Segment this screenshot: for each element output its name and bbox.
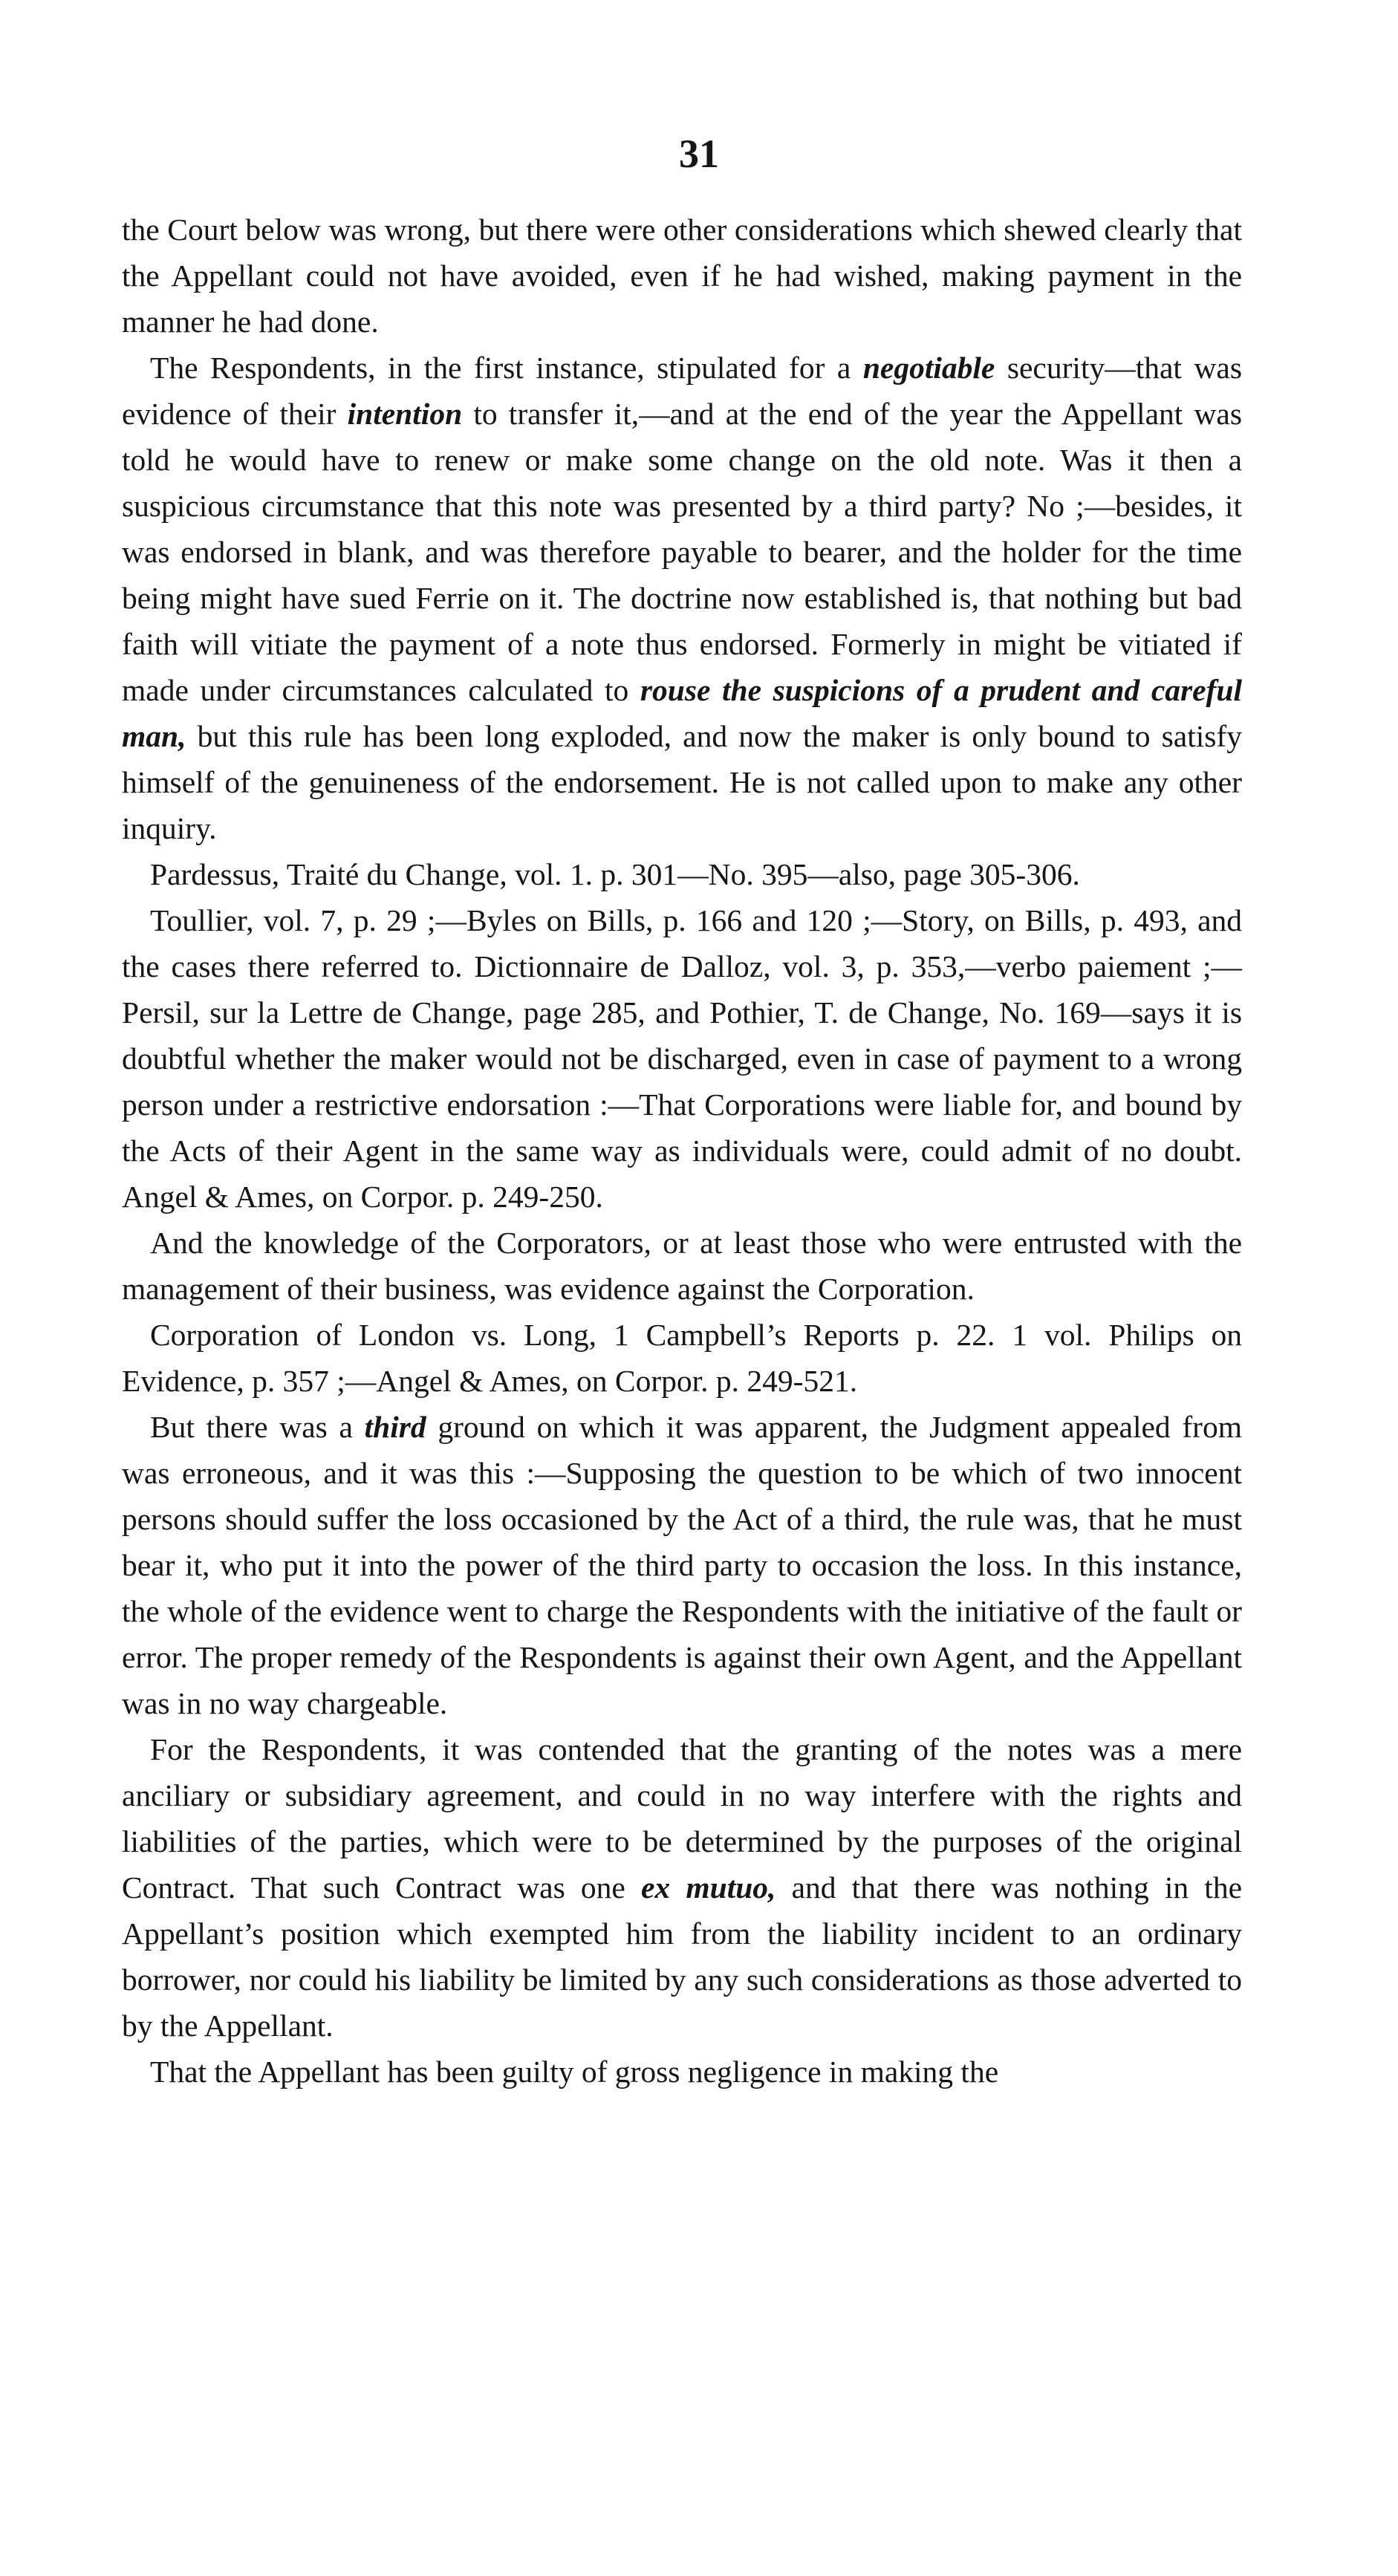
text-run: And the knowledge of the Corporators, or at least those who were entrusted with the management of their business, was evidence against the Corporation. bbox=[122, 1226, 1242, 1306]
italic-text: third bbox=[364, 1410, 426, 1444]
paragraph bbox=[122, 897, 1242, 1220]
text-run: That the Appellant has been guilty of gross negligence in making the bbox=[150, 2055, 999, 2089]
italic-text: ex mutuo, bbox=[641, 1870, 776, 1905]
text-run: Toullier, vol. 7, p. 29 ;—Byles on Bills, p. 166 and 120 ;—Story, on Bills, p. 493, and the cases there referred to. Dictionnaire de Dalloz, vol. 3, p. 353,—verbo paiement ;—Persil, sur la Lettre de Change, page 285, and Pothier, T. de Change, No. 169—says it is doubtful whether the maker would not be discharged, even in case of payment to a wrong person under a restrictive endorsation :—That Corporations were liable for, and bound by the Acts of their Agent in the same way as individuals were, could admit of no doubt. Angel & Ames, on Corpor. p. 249-250. bbox=[122, 903, 1242, 1214]
paragraph bbox=[122, 345, 1242, 851]
page-number: 31 bbox=[679, 131, 719, 176]
text-run: But there was a bbox=[150, 1410, 365, 1444]
text-run: ground on which it was apparent, the Judgment appealed from was erroneous, and it was this :—Supposing the question to be which of two innocent persons should suffer the loss occasioned by the Act of a third, the rule was, that he must bear it, who put it into the power of the third party to occasion the loss. In this instance, the whole of the evidence went to charge the Respondents with the initiative of the fault or error. The proper remedy of the Respondents is against their own Agent, and the Appellant was in no way chargeable. bbox=[122, 1410, 1243, 1720]
text-run: to transfer it,—and at the end of the year the Appellant was told he would have to renew or make some change on the old note. Was it then a suspicious circumstance that this note was presented by a third party? No ;—besides, it was endorsed in blank, and was therefore payable to bearer, and the holder for the time being might have sued Ferrie on it. The doctrine now established is, that nothing but bad faith will vitiate the payment of a note thus endorsed. Formerly in might be vitiated if made under circumstances calculated to bbox=[122, 397, 1243, 707]
text-run: For the Respondents, it was contended that the granting of the notes was a mere anciliary or subsidiary agreement, and could in no way interfere with the rights and liabilities of the parties, which were to be determined by the purposes of the original Contract. That such Contract was one bbox=[122, 1732, 1242, 1905]
text-run: but this rule has been long exploded, and now the maker is only bound to satisfy himself of the genuineness of the endorsement. He is not called upon to make any other inquiry. bbox=[122, 719, 1242, 845]
text-run: and that there was nothing in the Appellant’s position which exempted him from the liability incident to an ordinary borrower, nor could his liability be limited by any such considerations as those adverted to by the Appellant. bbox=[122, 1870, 1243, 2043]
body-text bbox=[122, 206, 1242, 2095]
paragraph bbox=[122, 1220, 1242, 1312]
italic-text: rouse the suspicions of a prudent and careful man, bbox=[122, 673, 1242, 753]
paragraph bbox=[122, 1404, 1242, 1726]
paragraph bbox=[122, 851, 1242, 897]
text-run: Pardessus, Traité du Change, vol. 1. p. 301—No. 395—also, page 305-306. bbox=[150, 857, 1080, 891]
text-run: Corporation of London vs. Long, 1 Campbell’s Reports p. 22. 1 vol. Philips on Evidence, p. 357 ;—Angel & Ames, on Corpor. p. 249-521. bbox=[122, 1318, 1242, 1398]
text-run: The Respondents, in the first instance, stipulated for a bbox=[150, 351, 863, 385]
paragraph bbox=[122, 206, 1242, 345]
text-run: the Court below was wrong, but there were other considerations which shewed clearly that the Appellant could not have avoided, even if he had wished, making payment in the manner he had done. bbox=[122, 212, 1242, 339]
text-run: security—that was evidence of their bbox=[122, 351, 1242, 431]
paragraph bbox=[122, 1312, 1242, 1404]
paragraph bbox=[122, 2049, 1242, 2095]
paragraph bbox=[122, 1726, 1242, 2049]
italic-text: negotiable bbox=[862, 351, 995, 385]
italic-text: intention bbox=[347, 397, 463, 431]
